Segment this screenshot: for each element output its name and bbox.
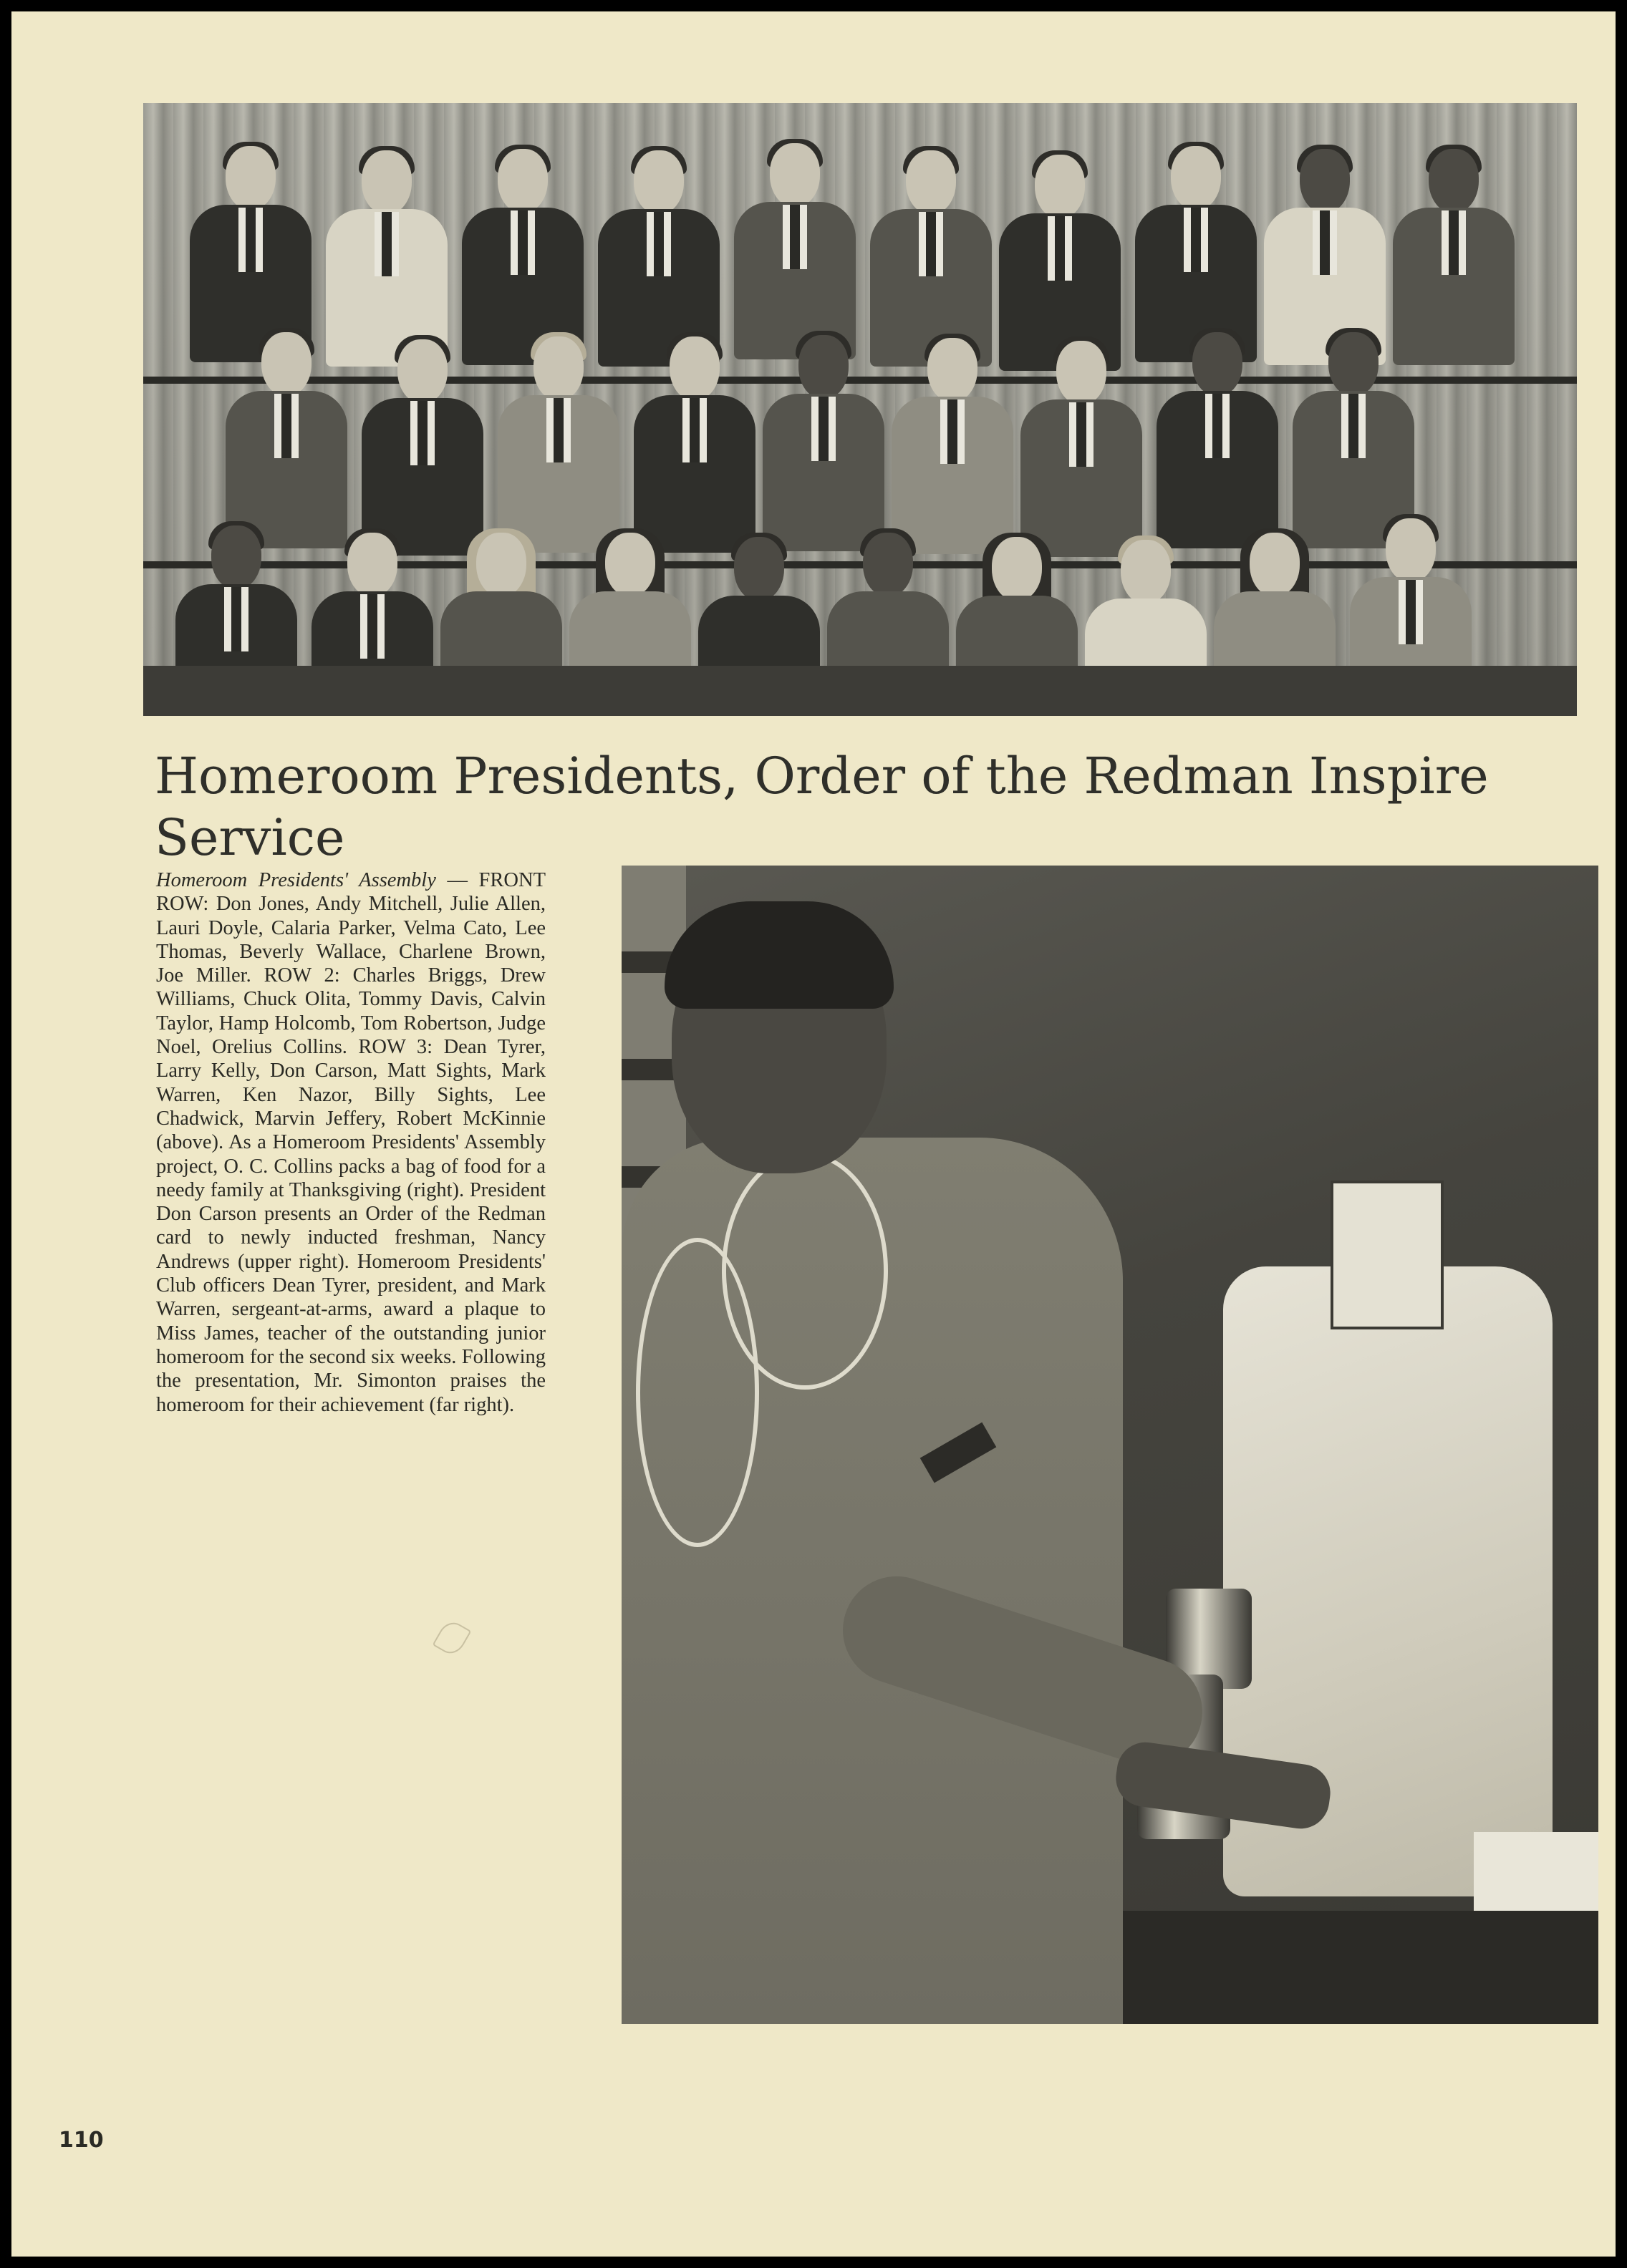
cadet-packing-food-photo xyxy=(622,866,1598,2024)
page-number: 110 xyxy=(59,2128,104,2153)
cadet-hair xyxy=(665,901,894,1009)
person xyxy=(730,143,859,358)
leaf-ornament-icon xyxy=(433,1617,472,1658)
photo-caption xyxy=(156,868,546,1417)
person xyxy=(458,149,587,364)
caption-lead: Homeroom Presidents' Assembly xyxy=(156,869,436,891)
yearbook-page xyxy=(11,11,1616,2257)
shoulder-cord xyxy=(722,1152,888,1390)
cereal-box xyxy=(1331,1181,1444,1329)
floor xyxy=(143,666,1577,716)
person xyxy=(1153,332,1282,547)
person xyxy=(759,335,888,550)
page-headline: Homeroom Presidents, Order of the Redman Inspire Service xyxy=(155,747,1489,867)
person xyxy=(1131,146,1260,361)
person xyxy=(1389,149,1518,364)
group-photo xyxy=(143,103,1577,716)
caption-body: — FRONT ROW: Don Jones, Andy Mitchell, Julie Allen, Lauri Doyle, Calaria Parker, Velma Cato, Lee Thomas, Beverly Wallace, Charlene Brown, Joe Miller. ROW 2: Charles Briggs, Drew Williams, Chuck Olita, Tommy Davis, Calvin Taylor, Hamp Holcomb, Tom Robertson, Judge Noel, Orelius Collins. ROW 3: Dean Tyrer, Larry Kelly, Don Carson, Matt Sights, Mark Warren, Ken Nazor, Billy Sights, Lee Chadwick, Marvin Jeffery, Robert McKinnie (above). As a Homeroom Presidents' Assembly project, O. C. Collins packs a bag of food for a needy family at Thanksgiving (right). President Don Carson presents an Order of the Redman card to newly inducted freshman, Nancy Andrews (upper right). Homeroom Presidents' Club officers Dean Tyrer, president, and Mark Warren, sergeant-at-arms, award a plaque to Miss James, teacher of the outstanding junior homeroom for the second six weeks. Following the presentation, Mr. Simonton praises the homeroom for their achievement (far right). xyxy=(156,869,546,1416)
back-row xyxy=(143,146,1577,354)
person xyxy=(222,332,351,547)
